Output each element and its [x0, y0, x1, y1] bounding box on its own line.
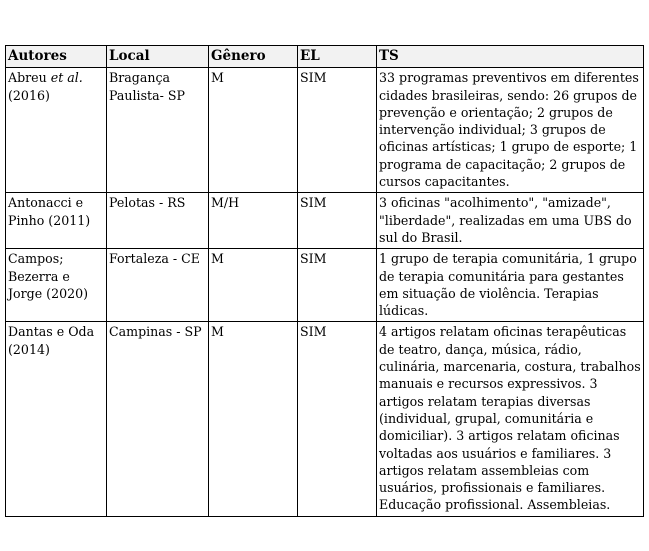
cell-ts: 33 programas preventivos em diferentes cidades brasileiras, sendo: 26 grupos de prevenção e orientação; 2 grupos de intervenção individual; 3 grupos de oficinas artísticas; 1 grupo de esporte; 1 programa de capacitação; 2 grupos de cursos capacitantes.	[377, 68, 644, 193]
cell-autores: Campos; Bezerra e Jorge (2020)	[6, 249, 107, 322]
studies-table	[5, 45, 644, 517]
cell-local: Bragança Paulista- SP	[107, 68, 209, 193]
cell-autores: Antonacci e Pinho (2011)	[6, 193, 107, 249]
table-row	[6, 193, 644, 249]
cell-el: SIM	[298, 322, 377, 516]
header-local: Local	[107, 46, 209, 68]
header-autores: Autores	[6, 46, 107, 68]
table-row	[6, 322, 644, 516]
cell-el: SIM	[298, 249, 377, 322]
author-year-text: (2016)	[8, 87, 50, 103]
cell-autores	[6, 68, 107, 193]
cell-autores: Dantas e Oda (2014)	[6, 322, 107, 516]
table-row	[6, 68, 644, 193]
table-header-row	[6, 46, 644, 68]
cell-ts: 1 grupo de terapia comunitária, 1 grupo de terapia comunitária para gestantes em situação de violência. Terapias lúdicas.	[377, 249, 644, 322]
author-italic-text: et al.	[50, 70, 83, 86]
cell-ts: 3 oficinas "acolhimento", "amizade", "liberdade", realizadas em uma UBS do sul do Brasil.	[377, 193, 644, 249]
cell-ts: 4 artigos relatam oficinas terapêuticas de teatro, dança, música, rádio, culinária, marcenaria, costura, trabalhos manuais e recursos expressivos. 3 artigos relatam terapias diversas (individual, grupal, comunitária e domiciliar). 3 artigos relatam oficinas voltadas aos usuários e familiares. 3 artigos relatam assembleias com usuários, profissionais e familiares. Educação profissional. Assembleias.	[377, 322, 644, 516]
cell-el: SIM	[298, 193, 377, 249]
header-genero: Gênero	[209, 46, 298, 68]
cell-genero: M	[209, 68, 298, 193]
header-el: EL	[298, 46, 377, 68]
cell-el: SIM	[298, 68, 377, 193]
cell-genero: M/H	[209, 193, 298, 249]
header-ts: TS	[377, 46, 644, 68]
author-text: Abreu	[8, 70, 51, 86]
cell-local: Campinas - SP	[107, 322, 209, 516]
cell-genero: M	[209, 249, 298, 322]
table-row	[6, 249, 644, 322]
cell-local: Fortaleza - CE	[107, 249, 209, 322]
cell-genero: M	[209, 322, 298, 516]
cell-local: Pelotas - RS	[107, 193, 209, 249]
